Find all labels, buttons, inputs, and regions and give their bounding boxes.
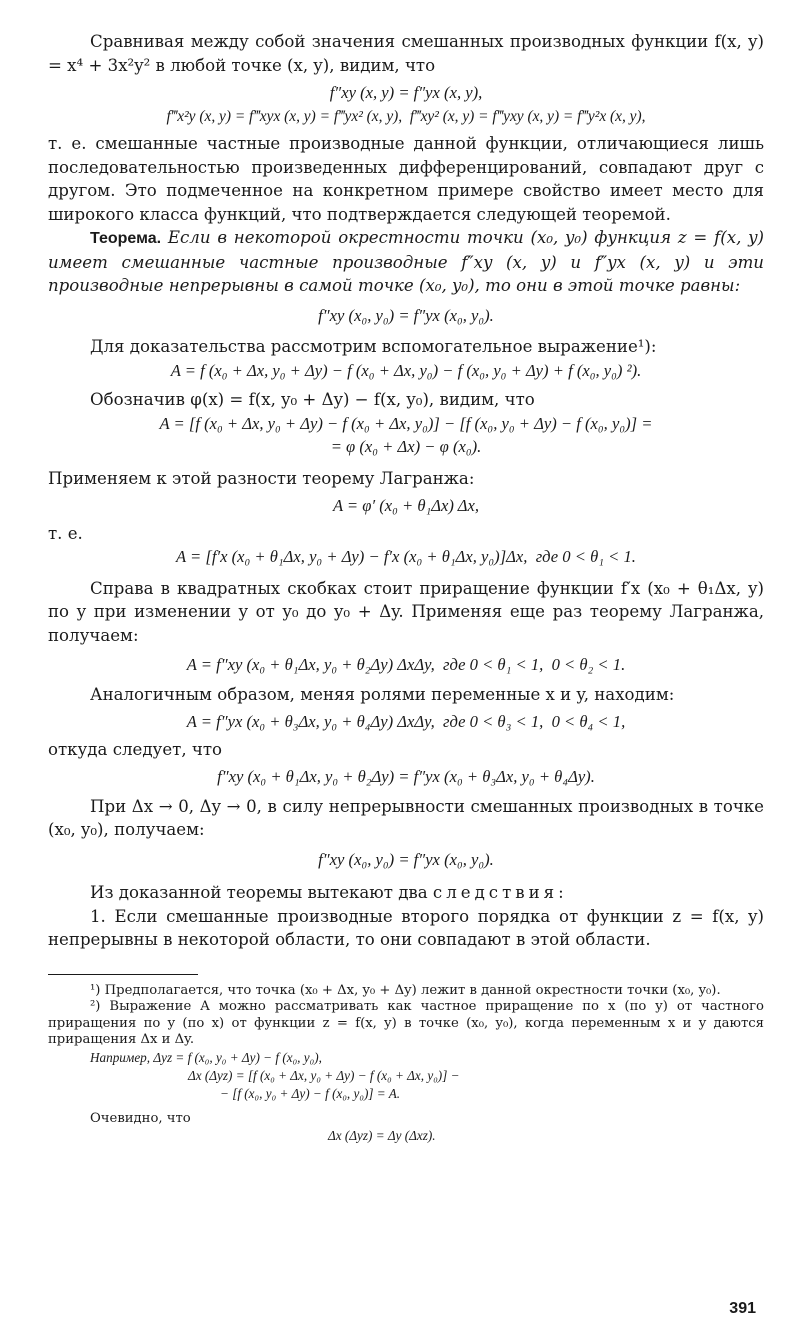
formula-a-definition: A = f (x₀ + Δx, y₀ + Δy) − f (x₀ + Δx, y₀) − f (x₀, y₀ + Δy) + f (x₀, y₀) ²). [170, 360, 642, 380]
proof-paragraph-8: При Δx → 0, Δy → 0, в силу непрерывности смешанных производных в точке (x₀, y₀), получаем: [48, 796, 764, 839]
corollaries-word: следствия [432, 883, 559, 902]
proof-paragraph-2: Обозначив φ(x) = f(x, y₀ + Δy) − f(x, y₀), видим, что [90, 390, 535, 409]
proof-paragraph-4: т. е. [48, 523, 83, 543]
footnote-formula-3: Δx (Δyz) = Δy (Δxz). [328, 1128, 436, 1144]
formula-mixed-second: f″xy (x, y) = f″yx (x, y), [329, 83, 483, 102]
footnote-divider [48, 974, 198, 975]
footnote-formula-1: Δx (Δyz) = [f (x₀ + Δx, y₀ + Δy) − f (x₀ + Δx, y₀)] − [188, 1067, 460, 1083]
formula-conclusion: f″xy (x₀, y₀) = f″yx (x₀, y₀). [318, 849, 494, 869]
proof-paragraph-1: Для доказательства рассмотрим вспомогательное выражение¹): [90, 337, 657, 356]
corollary-1: 1. Если смешанные производные второго порядка от функции z = f(x, y) непрерывны в некоторой области, то они совпадают в этой области. [48, 906, 764, 949]
page-number: 391 [729, 1300, 756, 1317]
formula-a-grouped: A = [f (x₀ + Δx, y₀ + Δy) − f (x₀ + Δx, y₀)] − [f (x₀, y₀ + Δy) − f (x₀, y₀)] = [159, 413, 653, 433]
theorem-label: Теорема. [90, 230, 162, 247]
proof-paragraph-5: Справа в квадратных скобках стоит приращение функции f′x (x₀ + θ₁Δx, y) по y при изменении y от y₀ до y₀ + Δy. Применяя еще раз теорему Лагранжа, получаем: [48, 578, 764, 645]
footnote-2: ²) Выражение A можно рассматривать как частное приращение по x (по y) от частного приращения по y (по x) от функции z = f(x, y) в точке (x₀, y₀), когда переменным x и y даются приращения Δx и Δy. [48, 999, 764, 1048]
intro-paragraph: Сравнивая между собой значения смешанных производных функции f(x, y) = x⁴ + 3x²y² в любой точке (x, y), видим, что [48, 32, 764, 75]
theorem-text: Если в некоторой окрестности точки (x₀, y₀) функция z = f(x, y) имеет смешанные частные производные f″xy (x, y) и f″yx (x, y) и эти производные непрерывны в самой точке (x₀, y₀), то они в этой точке равны: [48, 228, 764, 295]
footnote-obvious: Очевидно, что [90, 1110, 191, 1126]
theorem-paragraph [48, 226, 764, 298]
formula-lagrange-expanded: A = [f′x (x₀ + θ₁Δx, y₀ + Δy) − f′x (x₀ + θ₁Δx, y₀)]Δx, где 0 < θ₁ < 1. [176, 547, 636, 566]
proof-paragraph-6: Аналогичным образом, меняя ролями переменные x и y, находим: [90, 684, 675, 704]
footnote-example-line: Например, Δyz = f (x₀, y₀ + Δy) − f (x₀, y₀), [90, 1049, 322, 1065]
formula-lagrange-2: A = f″xy (x₀ + θ₁Δx, y₀ + θ₂Δy) ΔxΔy, где 0 < θ₁ < 1, 0 < θ₂ < 1. [186, 655, 626, 674]
intro-paragraph-2: т. е. смешанные частные производные данной функции, отличающиеся лишь последовательностью произведенных дифференцирований, совпадают друг с другом. Это подмеченное на конкретном примере свойство имеет место для широкого класса функций, что подтверждается следующей теоремой. [48, 134, 764, 224]
formula-a-phi: = φ (x₀ + Δx) − φ (x₀). [330, 437, 482, 456]
corollaries-colon: : [558, 883, 564, 902]
corollaries-intro-text: Из доказанной теоремы вытекают два [90, 883, 433, 902]
corollaries-intro [48, 881, 764, 905]
page-content [48, 30, 764, 1145]
formula-lagrange-1: A = φ′ (x₀ + θ₁Δx) Δx, [332, 496, 480, 515]
footnote-formula-2: − [f (x₀, y₀ + Δy) − f (x₀, y₀)] = A. [220, 1085, 401, 1101]
formula-lagrange-3: A = f″yx (x₀ + θ₃Δx, y₀ + θ₄Δy) ΔxΔy, где 0 < θ₃ < 1, 0 < θ₄ < 1, [186, 712, 626, 731]
proof-paragraph-7: откуда следует, что [48, 739, 223, 759]
proof-paragraph-3: Применяем к этой разности теорему Лагранжа: [48, 468, 475, 488]
formula-mixed-third: f‴x²y (x, y) = f‴xyx (x, y) = f‴yx² (x, y), f‴xy² (x, y) = f‴yxy (x, y) = f‴y²x (x, y), [166, 107, 646, 125]
theorem-formula: f″xy (x₀, y₀) = f″yx (x₀, y₀). [318, 305, 494, 325]
formula-equal-derivatives: f″xy (x₀ + θ₁Δx, y₀ + θ₂Δy) = f″yx (x₀ + θ₃Δx, y₀ + θ₄Δy). [217, 767, 595, 786]
footnote-1: ¹) Предполагается, что точка (x₀ + Δx, y₀ + Δy) лежит в данной окрестности точки (x₀, y₀). [90, 982, 721, 998]
